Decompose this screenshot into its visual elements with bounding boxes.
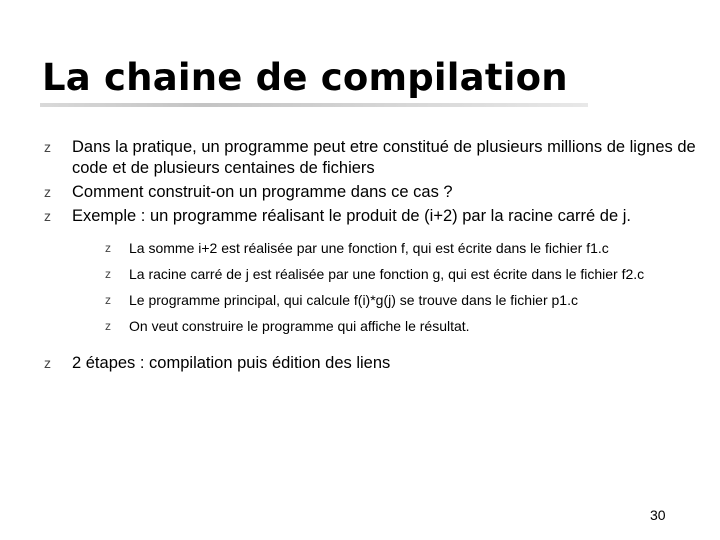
bullet-item	[44, 182, 704, 203]
slide-title: La chaine de compilation	[42, 56, 568, 99]
bullet-text: 2 étapes : compilation puis édition des liens	[72, 354, 391, 372]
bullet-text: Exemple : un programme réalisant le produit de (i+2) par la racine carré de j.	[72, 207, 631, 225]
bullet-marker-icon: z	[44, 355, 51, 371]
sub-bullet-group	[44, 239, 704, 335]
bullet-text: Dans la pratique, un programme peut etre constitué de plusieurs millions de lignes de code et de plusieurs centaines de fichiers	[72, 138, 696, 177]
title-underline	[40, 103, 588, 107]
sub-bullet-item	[105, 291, 675, 309]
sub-bullet-text: La somme i+2 est réalisée par une fonction f, qui est écrite dans le fichier f1.c	[129, 240, 609, 256]
bullet-marker-icon: z	[105, 293, 111, 307]
sub-bullet-text: La racine carré de j est réalisée par une fonction g, qui est écrite dans le fichier f2.c	[129, 266, 645, 282]
sub-bullet-text: On veut construire le programme qui affiche le résultat.	[129, 318, 470, 334]
bullet-list	[44, 137, 704, 377]
bullet-item	[44, 206, 704, 227]
sub-bullet-list	[105, 239, 675, 335]
bullet-marker-icon: z	[44, 184, 51, 200]
sub-bullet-item	[105, 317, 675, 335]
page-number: 30	[650, 507, 666, 523]
sub-bullet-text: Le programme principal, qui calcule f(i)*g(j) se trouve dans le fichier p1.c	[129, 292, 578, 308]
bullet-marker-icon: z	[44, 139, 51, 155]
bullet-marker-icon: z	[105, 241, 111, 255]
bullet-item	[44, 353, 704, 374]
sub-bullet-item	[105, 265, 675, 283]
bullet-marker-icon: z	[105, 267, 111, 281]
bullet-marker-icon: z	[105, 319, 111, 333]
bullet-marker-icon: z	[44, 208, 51, 224]
bullet-text: Comment construit-on un programme dans ce cas ?	[72, 183, 453, 201]
sub-bullet-item	[105, 239, 675, 257]
bullet-item	[44, 137, 704, 179]
